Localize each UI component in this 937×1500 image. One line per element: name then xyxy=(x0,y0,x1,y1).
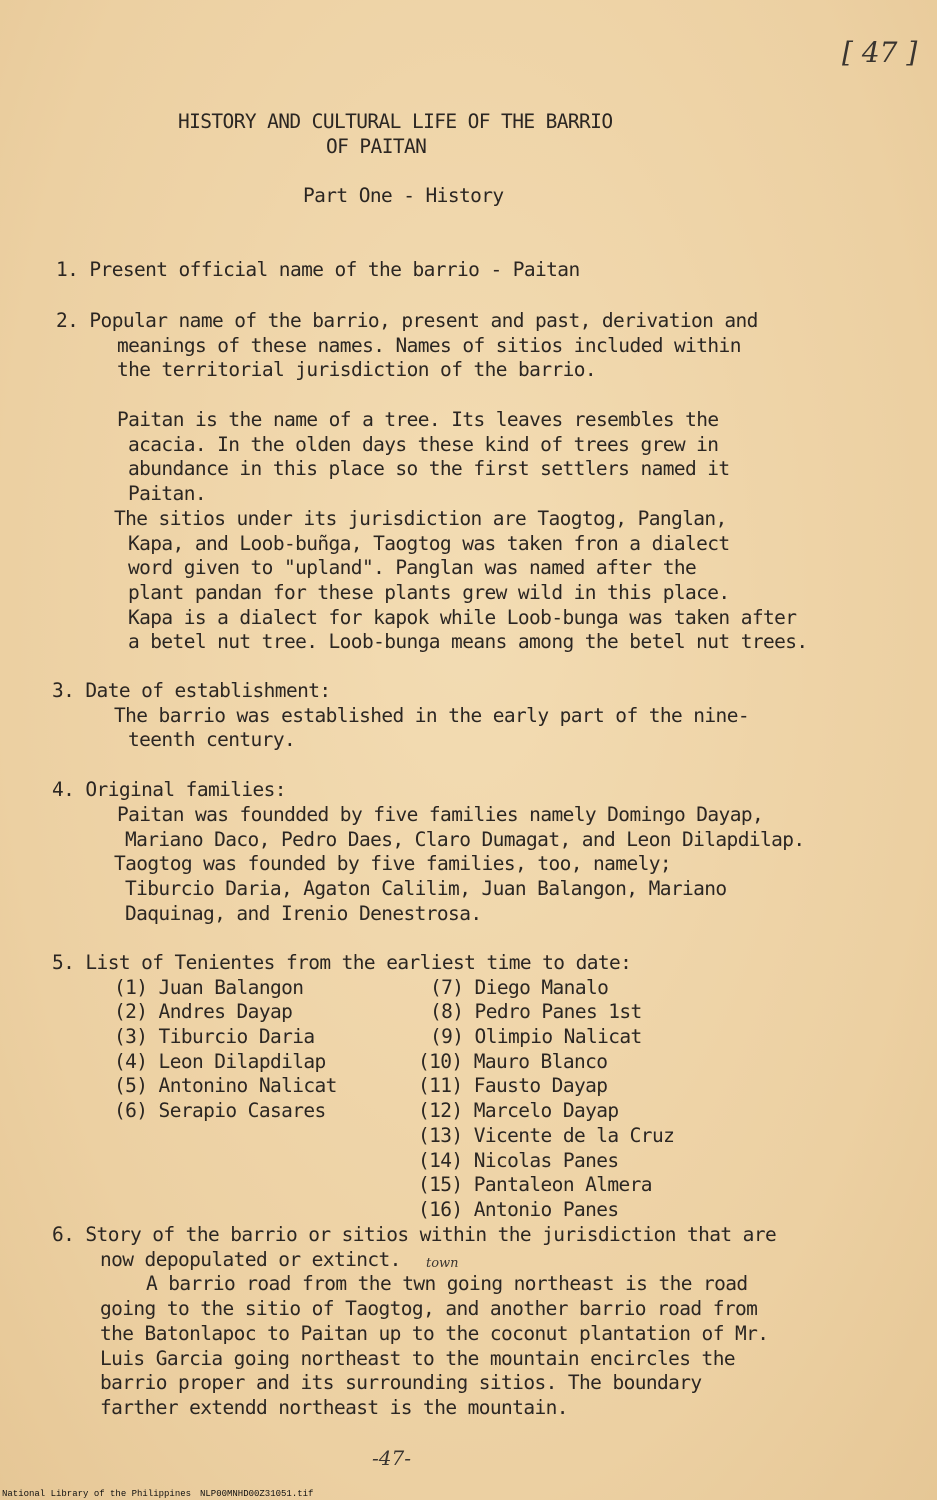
answer-2-line: a betel nut tree. Loob-bunga means among the betel nut trees. xyxy=(128,630,808,653)
answer-6-line: A barrio road from the twn going northeast is the road xyxy=(146,1272,748,1295)
teniente-entry: (14) Nicolas Panes xyxy=(418,1149,619,1172)
teniente-entry: (11) Fausto Dayap xyxy=(418,1074,608,1097)
question-6-line: 6. Story of the barrio or sitios within the jurisdiction that are xyxy=(52,1223,777,1246)
teniente-entry: (5) Antonino Nalicat xyxy=(114,1074,337,1097)
question-2-line: meanings of these names. Names of sitios included within xyxy=(117,334,741,357)
handwritten-insert: town xyxy=(426,1256,459,1271)
teniente-entry: (1) Juan Balangon xyxy=(114,976,304,999)
question-2-line: 2. Popular name of the barrio, present and past, derivation and xyxy=(56,309,758,332)
question-4: 4. Original families: xyxy=(52,778,286,801)
teniente-entry: (3) Tiburcio Daria xyxy=(114,1025,315,1048)
teniente-entry: (6) Serapio Casares xyxy=(114,1099,326,1122)
answer-2-line: word given to "upland". Panglan was named after the xyxy=(128,556,697,579)
question-1: 1. Present official name of the barrio - Paitan xyxy=(56,258,580,281)
answer-2-line: abundance in this place so the first settlers named it xyxy=(128,457,730,480)
answer-3-line: teenth century. xyxy=(128,728,296,751)
teniente-entry: (12) Marcelo Dayap xyxy=(418,1099,619,1122)
teniente-entry: (2) Andres Dayap xyxy=(114,1000,293,1023)
footer-file-name: NLP00MNHD00Z31051.tif xyxy=(200,1489,314,1499)
teniente-entry: (15) Pantaleon Almera xyxy=(418,1173,652,1196)
teniente-entry: (8) Pedro Panes 1st xyxy=(430,1000,642,1023)
answer-4-line: Daquinag, and Irenio Denestrosa. xyxy=(125,902,482,925)
corner-reference-number: [ 47 ] xyxy=(842,36,918,69)
title-line-1: HISTORY AND CULTURAL LIFE OF THE BARRIO xyxy=(178,110,613,133)
page-number: -47- xyxy=(372,1446,411,1470)
question-3: 3. Date of establishment: xyxy=(52,679,331,702)
answer-6-line: barrio proper and its surrounding sitios. The boundary xyxy=(100,1371,702,1394)
question-6-line: now depopulated or extinct. xyxy=(100,1248,401,1271)
answer-4-line: Taogtog was founded by five families, too, namely; xyxy=(114,852,671,875)
question-2-line: the territorial jurisdiction of the barrio. xyxy=(117,358,597,381)
answer-2-line: plant pandan for these plants grew wild in this place. xyxy=(128,581,730,604)
teniente-entry: (13) Vicente de la Cruz xyxy=(418,1124,675,1147)
teniente-entry: (16) Antonio Panes xyxy=(418,1198,619,1221)
teniente-entry: (9) Olimpio Nalicat xyxy=(430,1025,642,1048)
teniente-entry: (4) Leon Dilapdilap xyxy=(114,1050,326,1073)
answer-6-line: the Batonlapoc to Paitan up to the coconut plantation of Mr. xyxy=(100,1322,769,1345)
answer-6-line: going to the sitio of Taogtog, and another barrio road from xyxy=(100,1297,758,1320)
answer-6-line: Luis Garcia going northeast to the mountain encircles the xyxy=(100,1347,735,1370)
answer-6-line: farther extendd northeast is the mountain. xyxy=(100,1396,568,1419)
teniente-entry: (7) Diego Manalo xyxy=(430,976,609,999)
subtitle: Part One - History xyxy=(303,184,504,207)
title-line-2: OF PAITAN xyxy=(326,135,427,158)
footer-library-name: National Library of the Philippines xyxy=(2,1489,192,1499)
teniente-entry: (10) Mauro Blanco xyxy=(418,1050,608,1073)
answer-2-line: Paitan is the name of a tree. Its leaves resembles the xyxy=(117,408,719,431)
answer-4-line: Paitan was foundded by five families namely Domingo Dayap, xyxy=(117,803,764,826)
answer-2-line: acacia. In the olden days these kind of trees grew in xyxy=(128,433,719,456)
answer-2-line: Kapa, and Loob-buñga, Taogtog was taken fron a dialect xyxy=(128,532,730,555)
answer-2-line: Paitan. xyxy=(128,482,206,505)
answer-4-line: Tiburcio Daria, Agaton Calilim, Juan Balangon, Mariano xyxy=(125,877,727,900)
answer-3-line: The barrio was established in the early part of the nine- xyxy=(114,704,749,727)
answer-2-line: Kapa is a dialect for kapok while Loob-bunga was taken after xyxy=(128,606,797,629)
question-5: 5. List of Tenientes from the earliest time to date: xyxy=(52,951,632,974)
answer-2-line: The sitios under its jurisdiction are Taogtog, Panglan, xyxy=(114,507,727,530)
answer-4-line: Mariano Daco, Pedro Daes, Claro Dumagat, and Leon Dilapdilap. xyxy=(125,828,805,851)
